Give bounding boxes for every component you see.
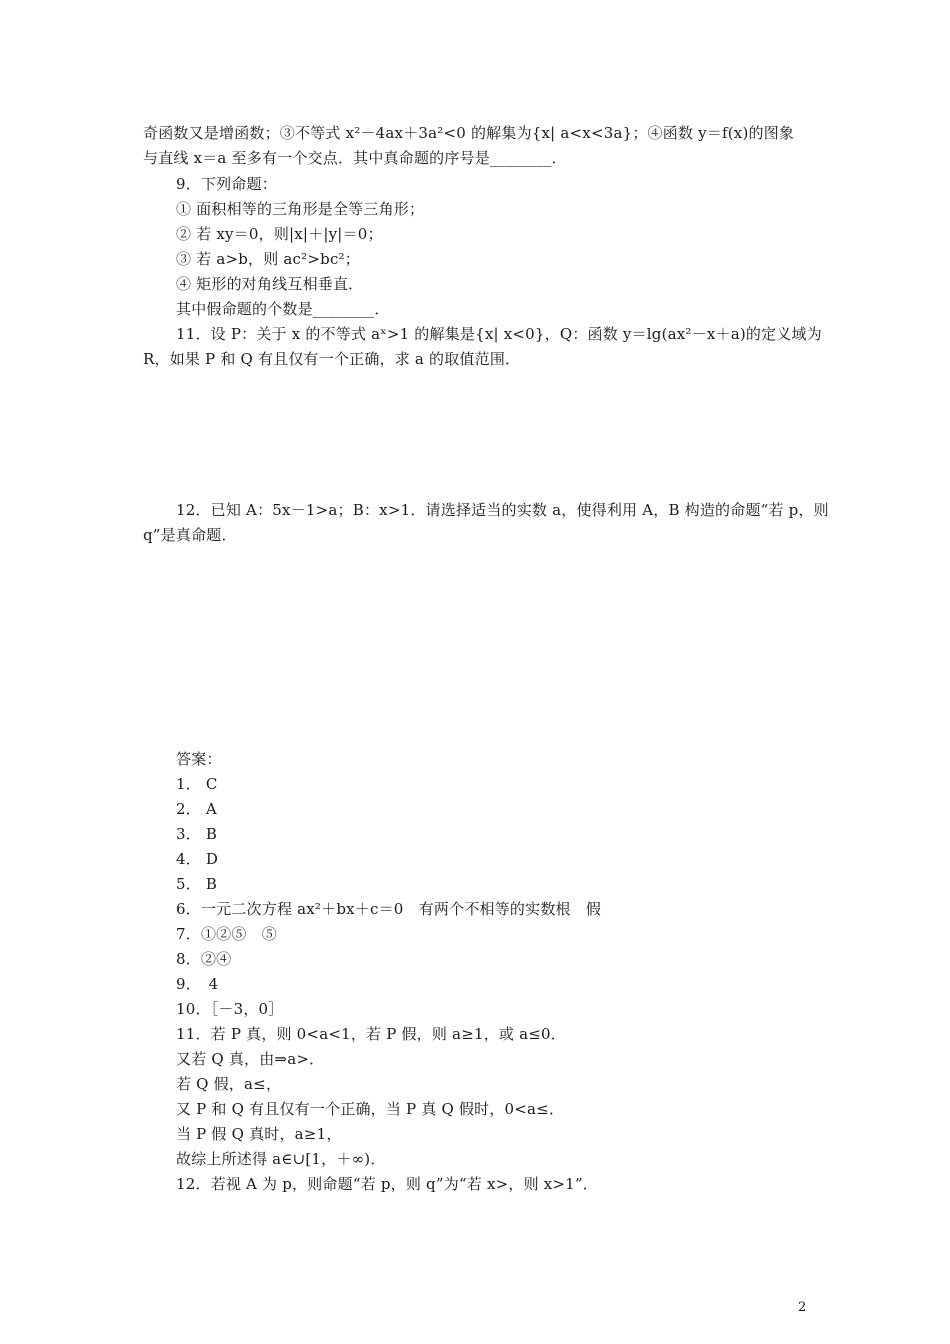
line-4: ① 面积相等的三角形是全等三角形；: [176, 200, 425, 218]
line-30: 12．若视 A 为 p，则命题“若 p，则 q”为“若 x>，则 x>1”．: [176, 1175, 598, 1193]
line-21: 8．②④: [176, 950, 232, 968]
line-7: ④ 矩形的对角线互相垂直．: [176, 275, 364, 293]
line-20: 7．①②⑤ ⑤: [176, 925, 277, 943]
line-9: 11．设 P：关于 x 的不等式 aˣ>1 的解集是{x| x<0}，Q：函数 y＝lg(ax²－x＋a)的定义域为: [176, 325, 822, 343]
line-26: 若 Q 假，a≤，: [176, 1075, 282, 1093]
line-1: 奇函数又是增函数；③不等式 x²－4ax＋3a²<0 的解集为{x| a<x<3a}；④函数 y＝f(x)的图象: [143, 124, 795, 142]
line-24: 11．若 P 真，则 0<a<1，若 P 假，则 a≥1，或 a≤0．: [176, 1025, 566, 1043]
line-2: 与直线 x＝a 至多有一个交点．其中真命题的序号是________．: [143, 149, 567, 167]
line-23: 10．［－3，0］: [176, 1000, 284, 1018]
page-number: 2: [798, 1300, 807, 1315]
line-17: 4． D: [176, 850, 219, 868]
line-13: 答案：: [176, 750, 222, 768]
line-14: 1． C: [176, 775, 218, 793]
line-6: ③ 若 a>b，则 ac²>bc²；: [176, 250, 360, 268]
line-12: q”是真命题．: [143, 526, 237, 544]
line-27: 又 P 和 Q 有且仅有一个正确，当 P 真 Q 假时，0<a≤．: [176, 1100, 565, 1118]
line-28: 当 P 假 Q 真时，a≥1，: [176, 1125, 342, 1143]
line-5: ② 若 xy＝0，则|x|＋|y|＝0；: [176, 225, 383, 243]
line-3: 9．下列命题：: [176, 175, 277, 193]
line-25: 又若 Q 真，由⇒a>．: [176, 1050, 325, 1068]
line-8: 其中假命题的个数是________．: [176, 300, 390, 318]
line-10: R，如果 P 和 Q 有且仅有一个正确，求 a 的取值范围．: [143, 350, 521, 368]
line-22: 9． 4: [176, 975, 219, 993]
line-19: 6．一元二次方程 ax²＋bx＋c＝0 有两个不相等的实数根 假: [176, 900, 602, 918]
line-18: 5． B: [176, 875, 218, 893]
line-11: 12．已知 A：5x－1>a；B：x>1．请选择适当的实数 a，使得利用 A，B 构造的命题“若 p，则: [176, 501, 829, 519]
line-16: 3． B: [176, 825, 218, 843]
line-15: 2． A: [176, 800, 217, 818]
line-29: 故综上所述得 a∈∪[1，＋∞)．: [176, 1150, 386, 1168]
